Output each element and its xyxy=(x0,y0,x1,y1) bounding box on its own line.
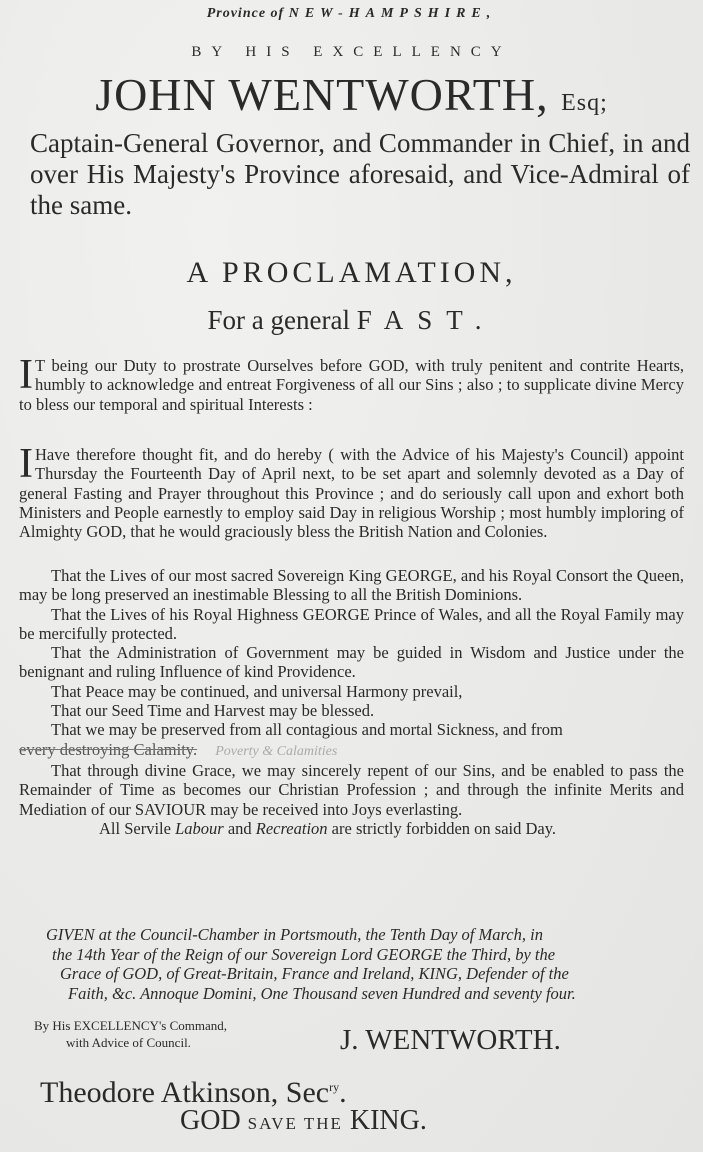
labour-prohibition xyxy=(19,819,684,838)
governor-name: JOHN WENTWORTH, xyxy=(95,69,549,120)
given-line: the 14th Year of the Reign of our Sovereign Lord GEORGE the Third, by the xyxy=(52,944,556,964)
struck-line xyxy=(19,740,684,761)
drop-cap: I xyxy=(19,352,33,398)
governor-signature: J. WENTWORTH. xyxy=(340,1024,561,1056)
governor-suffix: Esq; xyxy=(561,90,608,116)
petition-item: That the Lives of his Royal Highness GEORGE Prince of Wales, and all the Royal Family may be mercifully protected. xyxy=(19,604,684,643)
labour-and: and xyxy=(227,818,252,838)
preamble-paragraph xyxy=(19,352,684,414)
handwritten-annotation: Poverty & Calamities xyxy=(215,743,338,759)
drop-cap: I xyxy=(19,441,33,487)
god-save-the-king xyxy=(180,1105,427,1137)
petition-item: That our Seed Time and Harvest may be blessed. xyxy=(51,701,375,721)
given-line: GIVEN at the Council-Chamber in Portsmouth, the Tenth Day of March, in xyxy=(46,925,543,944)
save-the-words: SAVE THE xyxy=(247,1114,343,1133)
petition-item: That through divine Grace, we may sincerely repent of our Sins, and be enabled to pass the Remainder of Time as becomes our Christian Profession ; and through the infinite Merits and Mediation of our SAVIOUR may be received into Joys everlasting. xyxy=(19,760,684,819)
province-name: NEW-HAMPSHIRE, xyxy=(288,6,497,21)
command-line: with Advice of Council. xyxy=(66,1035,191,1050)
struck-text: every destroying Calamity. xyxy=(19,739,198,759)
king-word: KING. xyxy=(349,1105,427,1136)
god-word: GOD xyxy=(180,1105,241,1136)
province-prefix: Province of xyxy=(206,6,285,21)
province-line xyxy=(0,6,703,22)
labour-prefix: All Servile xyxy=(99,818,171,838)
secretary-abbrev: ry xyxy=(329,1080,340,1094)
preamble-text: T being our Duty to prostrate Ourselves before GOD, with truly penitent and contrite Hearts, humbly to acknowledge and entreat Forgiveness of all our Sins ; also ; to supplicate divine Mercy to bless our temporal and spiritual Interests : xyxy=(19,356,684,414)
subtitle-fast: FAST. xyxy=(356,305,496,335)
governor-name-heading xyxy=(0,68,703,121)
petition-item: That the Lives of our most sacred Sovereign King GEORGE, and his Royal Consort the Queen, may be long preserved an inestimable Blessing to all the British Dominions. xyxy=(19,566,684,605)
command-line: By His EXCELLENCY's Command, xyxy=(34,1018,228,1033)
appointment-paragraph xyxy=(19,441,684,542)
given-line: Faith, &c. Annoque Domini, One Thousand seven Hundred and seventy four. xyxy=(68,983,576,1003)
given-at-block xyxy=(46,925,676,1003)
secretary-name: Theodore Atkinson, Sec xyxy=(40,1076,330,1109)
recreation-word: Recreation xyxy=(255,818,328,838)
petitions-list xyxy=(19,566,684,838)
petition-item: That the Administration of Government may be guided in Wisdom and Justice under the benignant and ruling Influence of kind Providence. xyxy=(19,643,684,682)
given-line: Grace of GOD, of Great-Britain, France and Ireland, KING, Defender of the xyxy=(60,964,569,983)
petition-item: That we may be preserved from all contagious and mortal Sickness, and from xyxy=(51,720,563,740)
governor-titles: Captain-General Governor, and Commander in Chief, in and over His Majesty's Province aforesaid, and Vice-Admiral of the same. xyxy=(30,128,690,220)
by-his-excellency: BY HIS EXCELLENCY xyxy=(191,44,512,60)
secretary-period: . xyxy=(339,1076,347,1109)
labour-suffix: are strictly forbidden on said Day. xyxy=(331,818,557,838)
appointment-text: Have therefore thought fit, and do hereby ( with the Advice of his Majesty's Council) appoint Thursday the Fourteenth Day of April next, to be set apart and solemnly devoted as a Day of general Fasting and Prayer throughout this Province ; and do seriously call upon and exhort both Ministers and People earnestly to employ said Day in religious Worship ; most humbly imploring of Almighty GOD, that he would graciously bless the British Nation and Colonies. xyxy=(19,445,684,542)
labour-word: Labour xyxy=(175,818,224,838)
proclamation-subtitle xyxy=(0,305,703,336)
petition-item: That Peace may be continued, and universal Harmony prevail, xyxy=(51,681,463,701)
proclamation-title: A PROCLAMATION, xyxy=(186,256,517,289)
command-attribution xyxy=(34,1017,227,1051)
subtitle-prefix: For a general xyxy=(207,305,350,335)
